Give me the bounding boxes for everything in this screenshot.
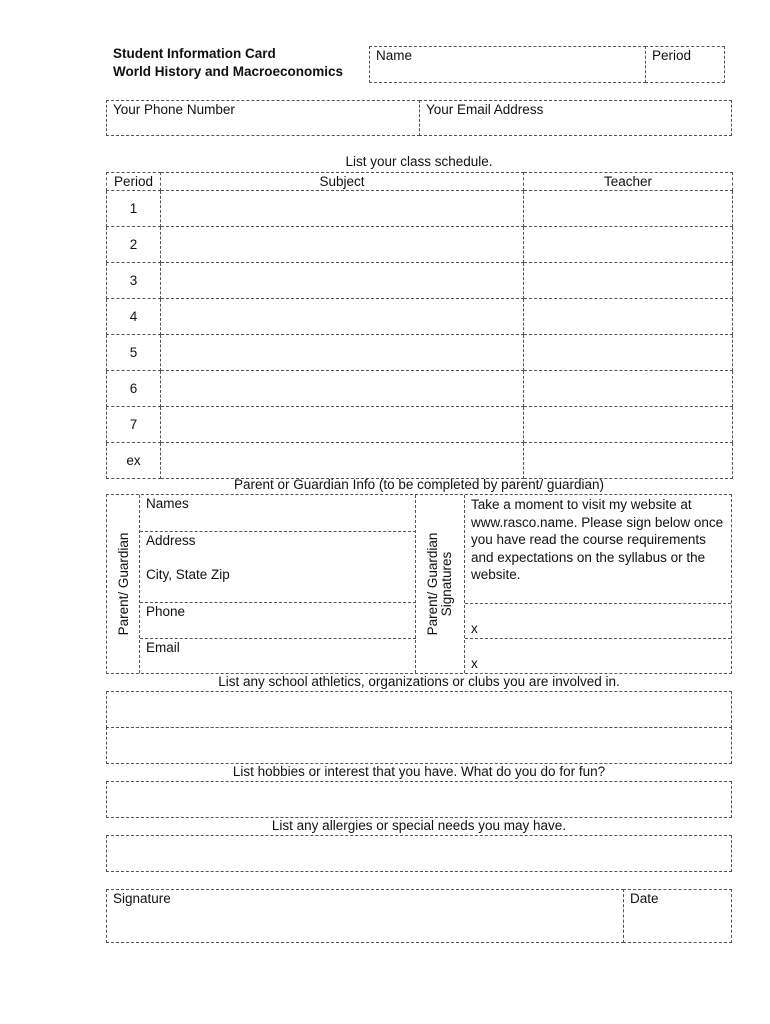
subject-cell[interactable]: [161, 335, 524, 371]
guardian-signature-line-2[interactable]: [465, 639, 731, 673]
subject-cell[interactable]: [161, 371, 524, 407]
guardian-side-column: [107, 495, 140, 673]
period-field[interactable]: [645, 46, 725, 83]
email-field[interactable]: [419, 100, 732, 136]
teacher-cell[interactable]: [524, 299, 733, 335]
guardian-email-field[interactable]: [140, 639, 416, 673]
subject-cell[interactable]: [161, 299, 524, 335]
teacher-cell[interactable]: [524, 191, 733, 227]
col-teacher-header: Teacher: [524, 173, 733, 191]
signature-x-mark: x: [471, 656, 478, 671]
guardian-names-label: Names: [146, 496, 189, 511]
card-title-line1: Student Information Card: [113, 46, 276, 61]
signatures-side-column: [415, 495, 465, 673]
period-label: Period: [652, 48, 692, 63]
teacher-cell[interactable]: [524, 443, 733, 479]
table-row: [107, 371, 733, 407]
schedule-heading: List your class schedule.: [345, 154, 493, 169]
schedule-table: [106, 172, 733, 479]
teacher-cell[interactable]: [524, 263, 733, 299]
date-field[interactable]: [623, 889, 732, 943]
guardian-signature-line-1[interactable]: [465, 603, 731, 639]
phone-label: Your Phone Number: [113, 102, 235, 117]
signatures-side-label-line2: Signatures: [439, 551, 454, 617]
signature-x-mark: x: [471, 621, 478, 636]
hobbies-field[interactable]: [106, 781, 732, 818]
table-row: [107, 335, 733, 371]
guardian-address-label: Address: [146, 533, 196, 548]
signatures-side-label-line1: Parent/ Guardian: [425, 532, 440, 636]
guardian-phone-field[interactable]: [140, 603, 416, 639]
col-subject-header: Subject: [161, 173, 524, 191]
name-field[interactable]: [369, 46, 646, 83]
table-row: [107, 407, 733, 443]
card-title-line2: World History and Macroeconomics: [113, 64, 344, 79]
card-title: [113, 45, 343, 81]
guardian-heading: Parent or Guardian Info (to be completed by parent/ guardian): [234, 477, 604, 492]
subject-cell[interactable]: [161, 191, 524, 227]
guardian-side-label: Parent/ Guardian: [116, 532, 131, 636]
phone-field[interactable]: [106, 100, 420, 136]
table-row: [107, 299, 733, 335]
teacher-cell[interactable]: [524, 407, 733, 443]
athletics-field-1[interactable]: [106, 691, 732, 728]
allergies-heading: List any allergies or special needs you may have.: [271, 818, 567, 833]
guardian-names-field[interactable]: [140, 495, 416, 532]
teacher-cell[interactable]: [524, 227, 733, 263]
date-label: Date: [630, 891, 659, 906]
period-number: 3: [107, 263, 161, 299]
signature-label: Signature: [113, 891, 171, 906]
subject-cell[interactable]: [161, 263, 524, 299]
teacher-cell[interactable]: [524, 371, 733, 407]
table-row: [107, 263, 733, 299]
athletics-field-2[interactable]: [106, 727, 732, 764]
guardian-email-label: Email: [146, 640, 180, 655]
guardian-city-label: City, State Zip: [146, 567, 230, 582]
teacher-cell[interactable]: [524, 335, 733, 371]
period-number: 4: [107, 299, 161, 335]
student-signature-field[interactable]: [106, 889, 624, 943]
period-number: 2: [107, 227, 161, 263]
email-label: Your Email Address: [426, 102, 544, 117]
subject-cell[interactable]: [161, 443, 524, 479]
period-number: 5: [107, 335, 161, 371]
subject-cell[interactable]: [161, 407, 524, 443]
period-number: ex: [107, 443, 161, 479]
table-row: [107, 191, 733, 227]
guardian-phone-label: Phone: [146, 604, 186, 619]
table-row: [107, 227, 733, 263]
allergies-field[interactable]: [106, 835, 732, 872]
guardian-address-field[interactable]: [140, 532, 416, 603]
table-row: [107, 443, 733, 479]
signatures-side-label: [426, 495, 456, 673]
guardian-section: [106, 494, 732, 674]
website-note: Take a moment to visit my website at www.rasco.name. Please sign below once you have read the course requirements and expectations on the syllabus or the website.: [471, 497, 724, 582]
name-label: Name: [376, 48, 413, 63]
col-period-header: Period: [107, 173, 161, 191]
period-number: 1: [107, 191, 161, 227]
subject-cell[interactable]: [161, 227, 524, 263]
period-number: 7: [107, 407, 161, 443]
athletics-heading: List any school athletics, organizations or clubs you are involved in.: [218, 674, 620, 689]
hobbies-heading: List hobbies or interest that you have. What do you do for fun?: [232, 764, 606, 779]
period-number: 6: [107, 371, 161, 407]
